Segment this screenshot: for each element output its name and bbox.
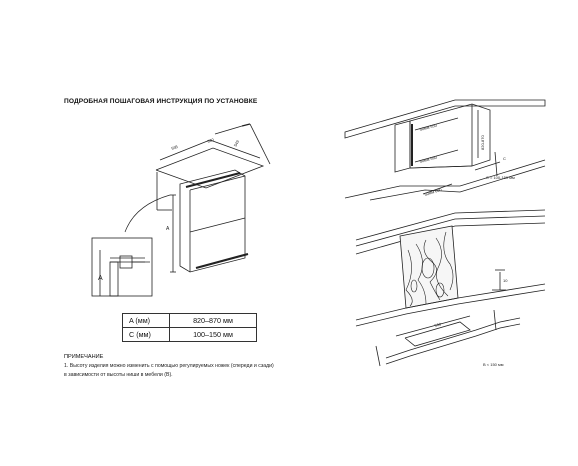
page-title: ПОДРОБНАЯ ПОШАГОВАЯ ИНСТРУКЦИЯ ПО УСТАНОВКЕ: [64, 98, 258, 105]
table-row: [123, 328, 257, 342]
cabinet-door-view: [356, 210, 545, 366]
table-cell-key: A (мм): [123, 314, 170, 328]
table-cell-key: C (мм): [123, 328, 170, 342]
appliance-isometric: [125, 124, 270, 272]
table-cell-value: 100–150 мм: [170, 328, 257, 342]
cabinet-top-view: [345, 100, 545, 200]
dim-560: 560: [206, 136, 215, 144]
dim-549: 549: [232, 139, 241, 148]
note-text: [64, 362, 274, 380]
table-cell-value: 820–870 мм: [170, 314, 257, 328]
note-line: 1. Высоту изделия можно изменить с помощью регулируемых ножек (спереди и сзади): [64, 363, 274, 369]
note-line: в зависимости от высоты ниши в мебели (B).: [64, 372, 173, 378]
dim-c-label: C: [503, 156, 506, 161]
b-limit-label: B < 150 мм: [483, 362, 504, 367]
dim-595: 595: [170, 143, 179, 151]
dimension-table: [122, 313, 257, 342]
dim-550: 50мм 550: [418, 122, 438, 132]
dim-a-label: A: [166, 226, 170, 232]
note-heading: ПРИМЕЧАНИЕ: [64, 354, 104, 360]
dim-600: 50мм 600: [423, 186, 443, 197]
dim-10: 10: [503, 278, 508, 283]
dim-820-870: 820-870: [480, 135, 485, 150]
inset-detail: [92, 238, 152, 296]
dim-50-560: 50мм 560: [418, 154, 438, 164]
table-row: [123, 314, 257, 328]
inset-a-label: A: [98, 275, 103, 282]
dim-560-bottom: 560: [433, 321, 442, 328]
c-range-label: C = 100-150 мм: [486, 175, 515, 180]
